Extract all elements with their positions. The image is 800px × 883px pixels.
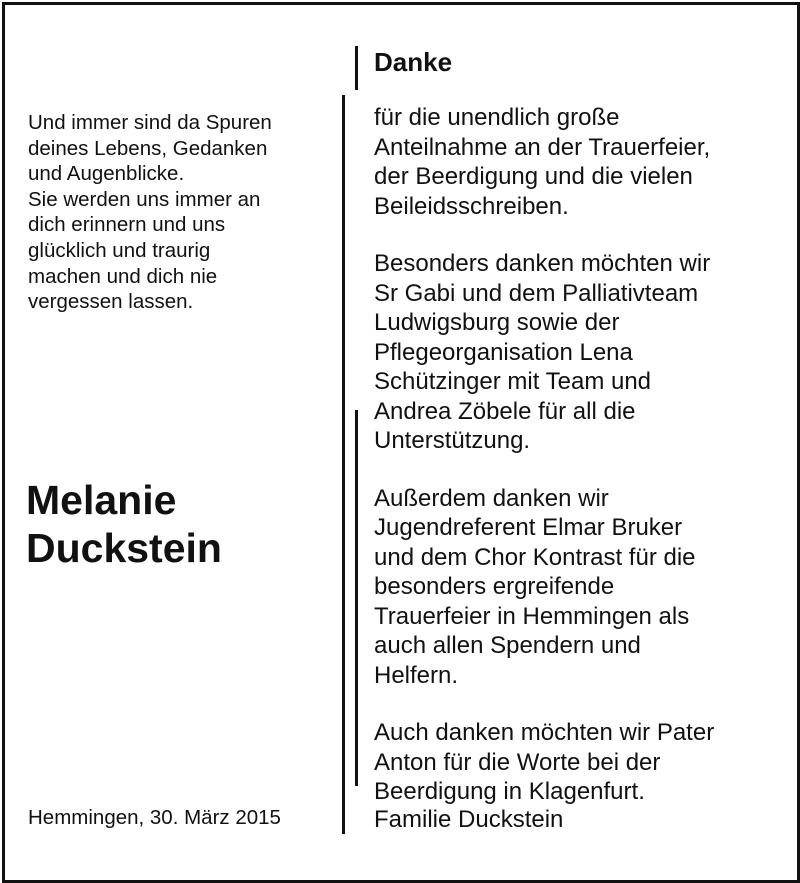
text-line: Auch danken möchten wir Pater <box>374 719 715 746</box>
text-line: der Beerdigung und die vielen <box>374 163 693 190</box>
text-line: Anteilnahme an der Trauerfeier, <box>374 133 711 161</box>
thanks-paragraph-3 <box>374 484 784 691</box>
verse-line: glücklich und traurig <box>28 238 211 262</box>
place-date: Hemmingen, 30. März 2015 <box>28 806 281 829</box>
verse-line: machen und dich nie <box>28 264 218 288</box>
text-line: für die unendlich große <box>374 104 620 131</box>
divider-rule-lower <box>355 410 358 786</box>
text-line: Trauerfeier in Hemmingen als <box>374 602 690 630</box>
verse-line: vergessen lassen. <box>28 290 194 314</box>
verse-line: Sie werden uns immer an <box>28 187 261 211</box>
thanks-column <box>374 46 784 835</box>
text-line: Jugendreferent Elmar Bruker <box>374 514 683 541</box>
thanks-paragraph-4 <box>374 718 784 807</box>
verse-line: deines Lebens, Gedanken <box>28 136 268 160</box>
text-line: Unterstützung. <box>374 427 531 454</box>
family-signature: Familie Duckstein <box>374 806 564 833</box>
thanks-heading: Danke <box>374 47 453 77</box>
text-line: auch allen Spendern und <box>374 632 641 659</box>
text-line: Außerdem danken wir <box>374 484 609 512</box>
text-line: besonders ergreifende <box>374 573 615 600</box>
text-line: Anton für die Worte bei der <box>374 748 661 776</box>
text-line: und dem Chor Kontrast für die <box>374 543 696 571</box>
text-line: Beileidsschreiben. <box>374 192 569 220</box>
verse-line: Und immer sind da Spuren <box>28 111 272 134</box>
text-line: Ludwigsburg sowie der <box>374 309 620 336</box>
last-name: Duckstein <box>26 525 222 571</box>
first-name: Melanie <box>26 477 177 523</box>
text-line: Andrea Zöbele für all die <box>374 397 636 425</box>
memorial-verse <box>28 110 338 315</box>
text-line: Beerdigung in Klagenfurt. <box>374 778 645 805</box>
verse-line: und Augenblicke. <box>28 162 185 186</box>
text-line: Schützinger mit Team und <box>374 368 652 395</box>
thanks-paragraph-2 <box>374 249 784 456</box>
text-line: Pflegeorganisation Lena <box>374 338 633 366</box>
thanks-paragraph-1 <box>374 103 784 221</box>
text-line: Helfern. <box>374 661 459 689</box>
verse-line: dich erinnern und uns <box>28 213 226 237</box>
text-line: Sr Gabi und dem Palliativteam <box>374 279 699 307</box>
text-line: Besonders danken möchten wir <box>374 250 711 277</box>
divider-rule-main <box>342 95 345 834</box>
deceased-name <box>26 476 336 572</box>
divider-rule-top <box>355 46 358 90</box>
